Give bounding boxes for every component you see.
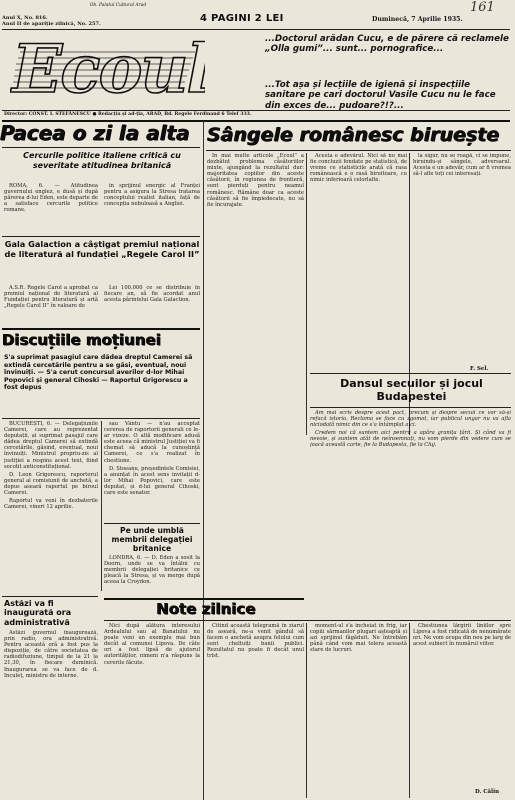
rule [104, 620, 511, 621]
rule [104, 523, 200, 524]
rule [206, 150, 511, 151]
column-rule [409, 623, 410, 798]
rule [2, 596, 98, 597]
masthead-rule [2, 29, 510, 30]
column-rule [306, 623, 307, 798]
pacea-col-1 [4, 183, 98, 235]
skoda-text-2: sau Vântu — n'au acceptat cererea de raportorii generali ce le-ar vizeze. O altă modificare adusă este aceea că ministrul Justiției va fi chemat să aducă la cunoștință Camerei, ce s'a realizat în chestiune. [104, 421, 200, 464]
galaction-text-2: Lei 100.000 ce se distribuie în fiecare an, să fie acordat anul acesta părintelui Gala Galaction. [104, 285, 200, 304]
delegation-text: LONDRA, 6. — D. Eden a sosit la Doorn, unde se va întâlni cu membrii delegației britanice ce pleacă la Stresa, și va merge după aceea la Croydon. [104, 555, 200, 586]
headline-galaction: Gala Galaction a câștigat premiul național de literatură al fundației „Regele Carol II” [4, 239, 200, 259]
editor-rule-top [2, 110, 510, 111]
note-text-1: Nici după alătura interesului Ardealului sau al Banatului nu poate veni un exemplu mai bun decât al comunei Lipova. De câte ori a fost lipsă de ajutorul autorităților, nimeni n'a răspuns la cererile făcute. [104, 623, 200, 666]
svg-text:Ecoul: Ecoul [12, 34, 205, 104]
ecoul-logo-art [10, 34, 205, 104]
note-col-2 [207, 623, 304, 798]
note-text-4: Chestiunea lărgirii liniilor spre Lipova a fost ridicată de nenumărate ori. Ne vom ocupa din nou pe larg de acest subiect în numărul viitor. [413, 623, 511, 648]
radio-text: Astăzi guvernul inaugurează, prin radio, ora administrativă. Pentru această oră a fost pus la dispoziție, de către societatea de radiodifuziune, timpul de la 21 la 21,30, în fiecare duminică. Inaugurarea se va face de d. Inculeț, ministru de interne. [4, 630, 98, 679]
headline-sangele: Sângele românesc biruește [207, 124, 500, 146]
rule [310, 407, 511, 408]
headline-secuilor: Dansul secuilor și jocul Budapestei [340, 377, 483, 403]
rule [2, 147, 200, 148]
galaction-col-1 [4, 285, 98, 327]
galaction-text-1: A.S.R. Regele Carol a aprobat ca premiul național de literatură al Fundației pentru literatură și artă „Regele Carol II” în valoare de [4, 285, 98, 310]
sangele-text-1: În mai multe articole „Ecoul” a dezbătut problema căsătoriilor mixte, ajungând la rezultatul dur: majoritatea copiilor din aceste căsătorii, în regiunea de frontieră, sunt pierduți pentru neamul românesc. Rămâne doar ca aceste căsătorii să fie împiedecate, nu să fie încurajate. [207, 153, 304, 208]
headline-pacea: Pacea o zi la alta [0, 122, 190, 145]
delegation-col [104, 555, 200, 595]
note-signature: D. Călin [475, 789, 500, 795]
note-text-3: moment-ul s'a încheiat în frig, iar copiii sărmanilor plugari așteaptă și azi sprijinul făgăduit. Ne întrebăm până când vom mai tolera această stare de lucruri. [310, 623, 407, 654]
skoda-col-2 [104, 421, 200, 521]
galaction-col-2 [104, 285, 200, 327]
subhead-pacea: Cercurile politice italiene critică cu severitate atitudinea britanică [23, 151, 181, 170]
rule [2, 418, 200, 419]
skoda-col-1 [4, 421, 98, 591]
secuilor-text-1: Am mai scris despre acest pact, precum și despre secuii ce vor să-și refacă istoria. Reclama se face cu zgomot, iar publicul ungar nu va afla niciodată nimic din ce s'a întâmplat aici. [310, 410, 511, 429]
headline-skoda: Discuțiile moțiunei [2, 331, 162, 349]
sangele-text-3: la sigur, nu se roagă, ci se impune, biruindu-și sângele, adversarul. Acesta e un adevăr, cum ar fi vremea să-l afle toți cei interesați. [413, 153, 511, 178]
ecoul-logo [10, 34, 205, 104]
skoda-text-1c: Raportul va veni în dezbaterile Camerei, vineri 12 aprilie. [4, 498, 98, 511]
subhead-skoda: S'a suprimat pasagiul care dădea dreptul Camerei să extindă cercetările pentru a se găsi, eventual, noui învinuiți. — S'a cerut concursul averilor d-lor Mihai Popovici și general Cihoski — Raportul Grigorescu a fost depus [4, 354, 193, 392]
pages-price: 4 PAGINI 2 LEI [200, 13, 284, 24]
library-stamp: Ob. Palatul Cultural Arad [89, 3, 147, 8]
series-number: Anul X, No. 816. [2, 15, 48, 21]
note-text-2: Citind această telegramă în ziarul de aseară, ne-a venit gândul să facem o anchetă asupra felului cum sunt cheltuiți banii publici. Rezultatul nu poate fi decât unul trist. [207, 623, 304, 660]
headline-delegation: Pe unde umblă membrii delegației britanice [111, 526, 193, 553]
editor-line: Director: CONST. I. STEFĂNESCU ● Redacția și ad-ția, ARAD, Bd. Regele Ferdinand 6 Telef 333. [4, 112, 252, 117]
column-rule [203, 121, 204, 800]
issue-date: Duminecă, 7 Aprilie 1935. [372, 16, 463, 23]
skoda-text-1: BUCUREȘTI, 6. — Delegațiunile Camerei, care au reprezentat deputații, ai suprimat pasajul care dădea dreptul Camerei să extindă cercetările, găsind, eventual, noui învinuiți. Ministrul propriu-zis al justiției a respins acest text, fiind socotit anticonstituțional. [4, 421, 98, 470]
note-col-4 [413, 623, 511, 783]
pacea-col-2 [104, 183, 200, 235]
pacea-text-1: ROMA, 6. — Atitudinea guvernului englez, e dusă și după părerea d-lui Eden, este departe de a satisface cercurile politice romane. [4, 183, 98, 214]
sangele-col-3 [413, 153, 511, 353]
sangele-signature: F. Sel. [470, 366, 489, 372]
headline-note-zilnice: Note zilnice [156, 600, 256, 618]
sangele-text-2: Acesta e adevărul. Nici să nu mai fie concluzii fondate pe statistică, de vreme ce statisticile arată că rasa românească e o rasă biruitoare, cu nimic inferioară celorlalte. [310, 153, 407, 184]
rule [2, 236, 200, 237]
handwritten-number: 161 [470, 0, 495, 15]
teaser-cucu-ads: ...Doctorul arădan Cucu, e de părere că reclamele „Olla gumi”... sunt... pornografice... [265, 34, 509, 55]
secuilor-col [310, 410, 511, 522]
sangele-col-1 [207, 153, 304, 435]
skoda-text-3: D. Stoeanu, președintele Comisiei, a anunțat în acest sens invitații d-lor Mihai Popovici, care este deputat, și d-lui general Cihoski, care este senator. [104, 465, 200, 497]
column-rule [306, 153, 307, 435]
rule [310, 373, 511, 374]
secuilor-text-2: Credem noi că suntem aici pentru a apăra granița țării. Și când va fi nevoie, și suntem atât de neînsemnați, nu vom pierde din vedere cum se joacă această carte, fie la Budapesta, fie la Cluj. [310, 430, 511, 449]
skoda-text-1b: D. Leon Grigorescu, raportorul general al comisiunii de anchetă, a depus asearâ raportul pe biroul Camerei. [4, 471, 98, 497]
teaser-cucu-hygiene: ...Tot așa și lecțiile de igienă și inspecțiile sanitare pe cari doctorul Vasile Cucu nu le face din exces de... pudoare?!?... [265, 80, 496, 111]
column-rule [101, 421, 102, 591]
headline-radio: Astăzi va fi inaugurată ora administrativă [4, 599, 72, 627]
pacea-text-2: în sprijinul energic al Franței pentru a asigura la Stresa tratarea conceptului realist italian, față de concepția nebuloasă a Angliei. [104, 183, 200, 208]
note-col-1 [104, 623, 200, 798]
note-col-3 [310, 623, 407, 798]
issue-number: Anul II de apariție zilnică, No. 257. [2, 21, 101, 27]
radio-col [4, 630, 98, 796]
